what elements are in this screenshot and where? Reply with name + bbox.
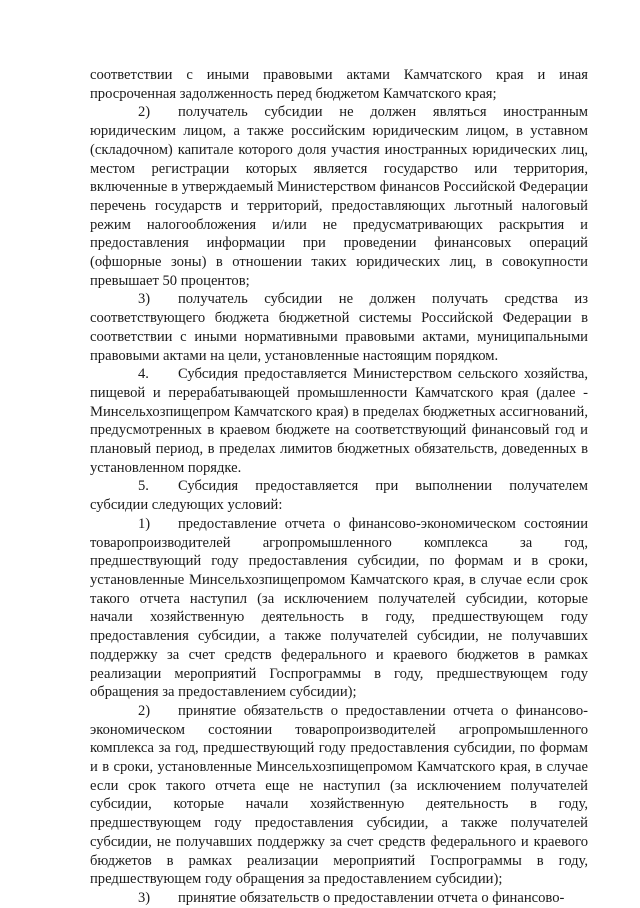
paragraph-condition-2 [90, 702, 588, 889]
paragraph-section-4 [90, 365, 588, 477]
item-number: 3) [138, 291, 151, 308]
item-number: 3) [138, 889, 151, 906]
document-page [90, 66, 588, 908]
paragraph-text: соответствии с иными правовыми актами Камчатского края и иная просроченная задолженность перед бюджетом Камчатского края; [90, 67, 588, 102]
section-number: 5. [138, 478, 149, 495]
paragraph-text: предоставление отчета о финансово-экономическом состоянии товаропроизводителей агропромышленного комплекса за год, предшествующий году предоставления субсидии, по формам и в сроки, установленные Минсельхозпищепромом Камчатского края, в случае если срок такого отчета наступил (за исключением получателей субсидии, которые начали хозяйственную деятельность в году, предшествующем году предоставления субсидии, а также получателей субсидии, не получавших поддержку за счет средств федерального и краевого бюджетов в рамках реализации мероприятий Госпрограммы в году, предшествующем году обращения за предоставлением субсидии); [90, 515, 588, 701]
paragraph-continuation [90, 66, 588, 103]
paragraph-text: Субсидия предоставляется при выполнении получателем субсидии следующих условий: [90, 478, 588, 514]
paragraph-text: принятие обязательств о предоставлении отчета о финансово- [178, 889, 565, 906]
paragraph-section-5 [90, 477, 588, 514]
paragraph-text: Субсидия предоставляется Министерством сельского хозяйства, пищевой и перерабатывающей промышленности Камчатского края (далее - Минсельхозпищепром Камчатского края) в пределах бюджетных ассигнований, предусмотренных в краевом бюджете на соответствующий финансовый год и плановый период, в пределах лимитов бюджетных обязательств, доведенных в установленном порядке. [90, 366, 588, 476]
paragraph-text: принятие обязательств о предоставлении отчета о финансово-экономическом состоянии товаропроизводителей агропромышленного комплекса за год, предшествующий году предоставления субсидии, по формам и в сроки, установленные Минсельхозпищепромом Камчатского края, в случае если срок такого отчета еще не наступил (за исключением получателей субсидии, которые начали хозяйственную деятельность в году, предшествующем году предоставления субсидии, а также получателей субсидии, не получавших поддержку за счет средств федерального и краевого бюджетов в рамках реализации мероприятий Госпрограммы в году, предшествующем году обращения за предоставлением субсидии); [90, 702, 588, 888]
section-number: 4. [138, 366, 149, 383]
paragraph-text: получатель субсидии не должен получать средства из соответствующего бюджета бюджетной системы Российской Федерации в соответствии с иными нормативными правовыми актами, муниципальными правовыми актами на цели, установленные настоящим порядком. [90, 291, 588, 364]
paragraph-item-2 [90, 103, 588, 290]
paragraph-text: получатель субсидии не должен являться иностранным юридическим лицом, а также российским юридическим лицом, в уставном (складочном) капитале которого доля участия иностранных юридических лиц, местом регистрации которых является государство или территория, включенные в утверждаемый Министерством финансов Российской Федерации перечень государств и территорий, предоставляющих льготный налоговый режим налогообложения и/или не предусматривающих раскрытия и предоставления информации при проведении финансовых операций (офшорные зоны) в отношении таких юридических лиц, в совокупности превышает 50 процентов; [90, 104, 588, 289]
item-number: 2) [138, 702, 151, 719]
item-number: 1) [138, 515, 151, 532]
paragraph-item-3 [90, 290, 588, 365]
paragraph-condition-1 [90, 515, 588, 702]
item-number: 2) [138, 104, 151, 121]
